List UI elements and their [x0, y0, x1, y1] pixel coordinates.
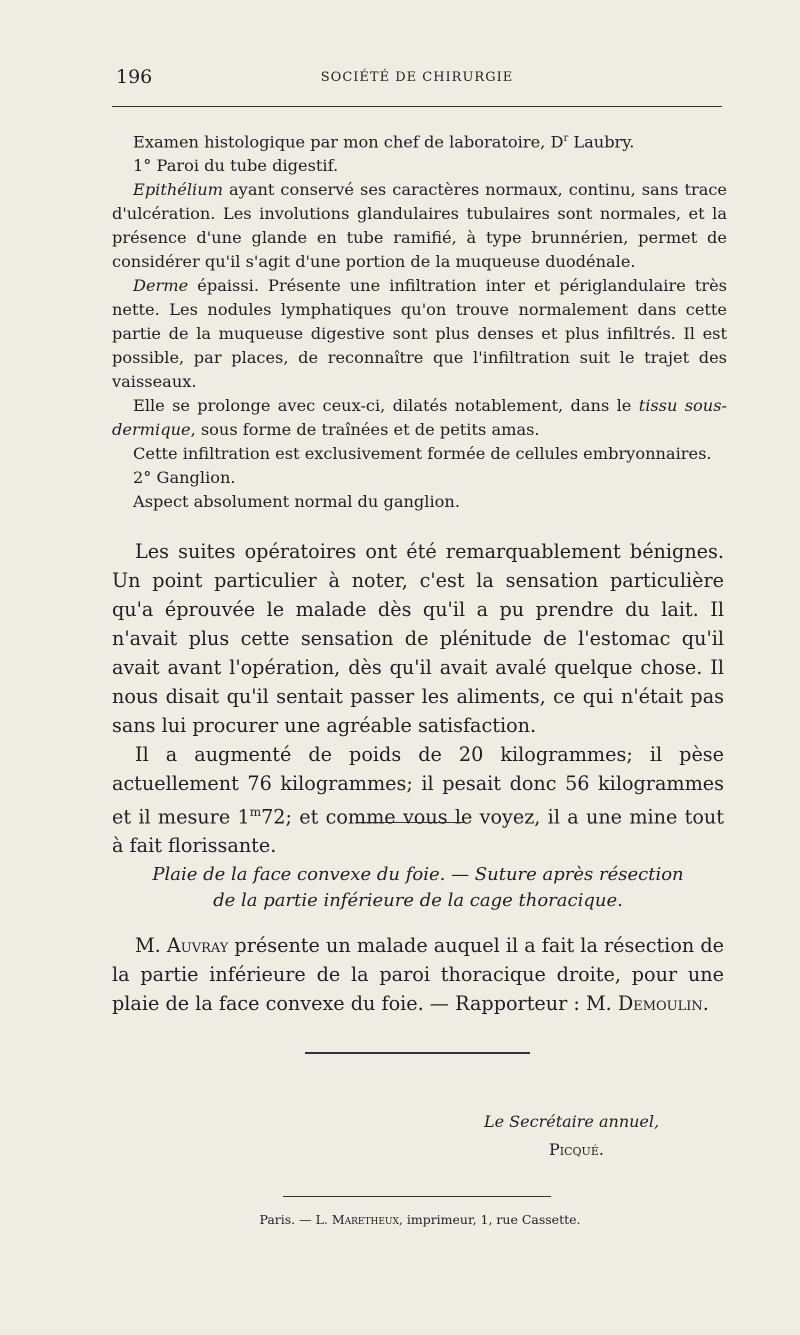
epithelium-label: Epithélium	[133, 180, 223, 200]
histology-report	[112, 127, 727, 514]
rapporteur-name: Demoulin	[617, 992, 703, 1015]
suites-paragraph-1: Les suites opératoires ont été remarquablement bénignes. Un point particulier à noter, c'est la sensation particulière qu'a éprouvée le malade dès qu'il a pu prendre du lait. Il n'avait plus cette sensation de plénitude de l'estomac qu'il avait avant l'opération, dès qu'il avait avalé quelque chose. Il nous disait qu'il sentait passer les aliments, ce qui n'était pas sans lui procurer une agréable satisfaction.	[112, 540, 724, 737]
histology-intro-text: Examen histologique par mon chef de laboratoire, D	[133, 132, 564, 152]
suites-paragraph-2	[112, 740, 724, 860]
section-title	[112, 862, 724, 914]
page-number: 196	[116, 66, 153, 88]
prolonge-paragraph	[112, 394, 727, 442]
section-text-b: présente un malade auquel il a fait la résection de la partie inférieure de la paroi thoracique droite, pour une plaie de la face convexe du foie. — Rapporteur : M.	[112, 934, 724, 1015]
section-title-line-1: Plaie de la face convexe du foie. — Suture après résection	[152, 864, 684, 885]
imprint	[200, 1212, 640, 1227]
signature-role: Le Secrétaire annuel,	[484, 1112, 660, 1131]
section-paragraph	[112, 931, 724, 1018]
meter-sup: m	[249, 805, 262, 819]
section-divider	[358, 822, 466, 823]
doctor-abbrev-sup: r	[563, 133, 569, 144]
derme-paragraph	[112, 274, 727, 394]
prolonge-text-b: , sous forme de traînées et de petits amas.	[190, 420, 540, 440]
imprint-text-b: , imprimeur, 1, rue Cassette.	[398, 1212, 581, 1227]
derme-label: Derme	[133, 276, 189, 296]
closing-divider	[305, 1052, 530, 1054]
prolonge-italic: tissu sous-dermique	[112, 396, 727, 440]
postoperative-text	[112, 537, 724, 860]
epithelium-paragraph	[112, 178, 727, 274]
section-text-c: .	[702, 992, 709, 1015]
infiltration-paragraph: Cette infiltration est exclusivement formée de cellules embryonnaires.	[133, 444, 712, 464]
ganglion-heading: 2° Ganglion.	[133, 468, 236, 488]
section-text-a: M.	[135, 934, 167, 957]
section-title-line-2: de la partie inférieure de la cage thoracique.	[213, 890, 623, 911]
footer-rule	[283, 1196, 551, 1197]
section-body	[112, 931, 724, 1018]
derme-text: épaissi. Présente une infiltration inter et périglandulaire très nette. Les nodules lymphatiques qu'on trouve normalement dans cette partie de la muqueuse digestive sont plus denses et plus infiltrés. Il est possible, par places, de reconnaître que l'infiltration suit le trajet des vaisseaux.	[112, 276, 727, 392]
histology-intro-name: Laubry.	[568, 132, 635, 152]
histology-intro	[112, 127, 727, 154]
prolonge-text-a: Elle se prolonge avec ceux-ci, dilatés notablement, dans le	[133, 396, 639, 416]
running-title: SOCIÉTÉ DE CHIRURGIE	[320, 70, 514, 85]
suites-paragraph-2b: 72; et comme vous le voyez, il a une mine tout à fait florissante.	[112, 805, 724, 858]
imprint-text-a: Paris. — L.	[259, 1212, 332, 1227]
ganglion-paragraph: Aspect absolument normal du ganglion.	[133, 492, 460, 512]
digestive-heading: 1° Paroi du tube digestif.	[133, 156, 339, 176]
page-header	[112, 66, 722, 96]
header-rule	[112, 106, 722, 107]
presenter-name: Auvray	[166, 934, 229, 957]
printer-name: Maretheux	[331, 1212, 399, 1227]
signature-name: Picqué.	[549, 1140, 604, 1159]
suites-paragraph-2a: Il a augmenté de poids de 20 kilogrammes; il pèse actuellement 76 kilogrammes; il pesait donc 56 kilogrammes et il mesure 1	[112, 743, 724, 829]
epithelium-text: ayant conservé ses caractères normaux, continu, sans trace d'ulcération. Les involutions glandulaires tubulaires sont normales, et la présence d'une glande en tube ramifié, à type brunnérien, permet de considérer qu'il s'agit d'une portion de la muqueuse duodénale.	[112, 180, 727, 272]
